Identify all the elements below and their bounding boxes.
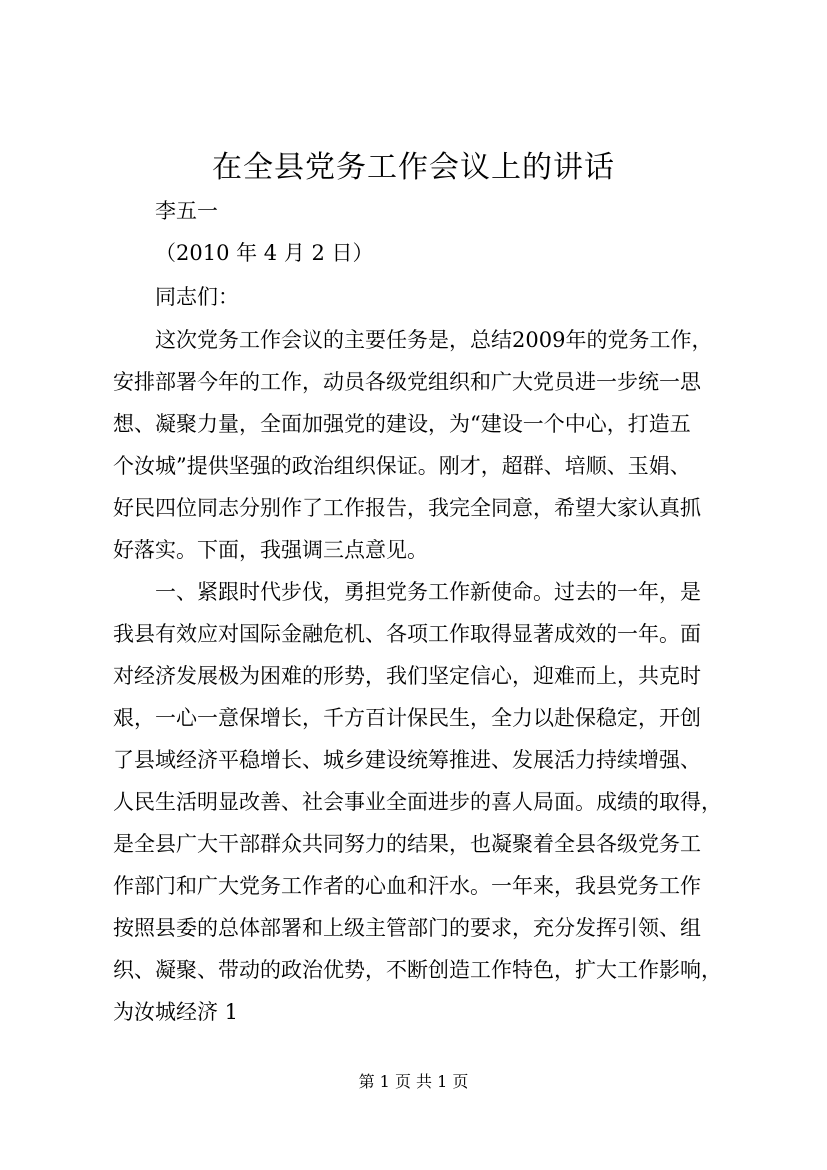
- document-title: 在全县党务工作会议上的讲话: [212, 150, 615, 185]
- body-line-13: 是全县广大干部群众共同努力的结果，也凝聚着全县各级党务工: [113, 832, 701, 856]
- body-line-4: 个汝城”提供坚强的政治组织保证。刚才，超群、培顺、玉娟、: [113, 454, 691, 478]
- author-line: 李五一: [155, 199, 218, 223]
- page-number-footer: 第 1 页 共 1 页: [358, 1072, 469, 1091]
- body-line-6: 好落实。下面，我强调三点意见。: [113, 538, 428, 562]
- date-line: （2010 年 4 月 2 日）: [155, 241, 374, 265]
- body-line-11: 了县域经济平稳增长、城乡建设统筹推进、发展活力持续增强、: [113, 748, 701, 772]
- body-line-17: 为汝城经济 1: [113, 1000, 239, 1024]
- body-line-9: 对经济发展极为困难的形势，我们坚定信心，迎难而上，共克时: [113, 664, 701, 688]
- body-line-15: 按照县委的总体部署和上级主管部门的要求，充分发挥引领、组: [113, 916, 701, 940]
- body-line-2: 安排部署今年的工作，动员各级党组织和广大党员进一步统一思: [113, 370, 701, 394]
- body-line-16: 织、凝聚、带动的政治优势，不断创造工作特色，扩大工作影响，: [113, 958, 722, 982]
- salutation-line: 同志们：: [155, 285, 239, 309]
- body-line-7: 一、紧跟时代步伐，勇担党务工作新使命。过去的一年，是: [155, 580, 701, 604]
- body-line-10: 艰，一心一意保增长，千方百计保民生，全力以赴保稳定，开创: [113, 706, 701, 730]
- body-line-5: 好民四位同志分别作了工作报告，我完全同意，希望大家认真抓: [113, 496, 701, 520]
- body-line-12: 人民生活明显改善、社会事业全面进步的喜人局面。成绩的取得，: [113, 790, 722, 814]
- body-line-3: 想、凝聚力量，全面加强党的建设，为“建设一个中心，打造五: [113, 412, 691, 436]
- body-line-1: 这次党务工作会议的主要任务是，总结2009年的党务工作，: [155, 328, 713, 352]
- body-line-14: 作部门和广大党务工作者的心血和汗水。一年来，我县党务工作: [113, 874, 701, 898]
- body-line-8: 我县有效应对国际金融危机、各项工作取得显著成效的一年。面: [113, 622, 701, 646]
